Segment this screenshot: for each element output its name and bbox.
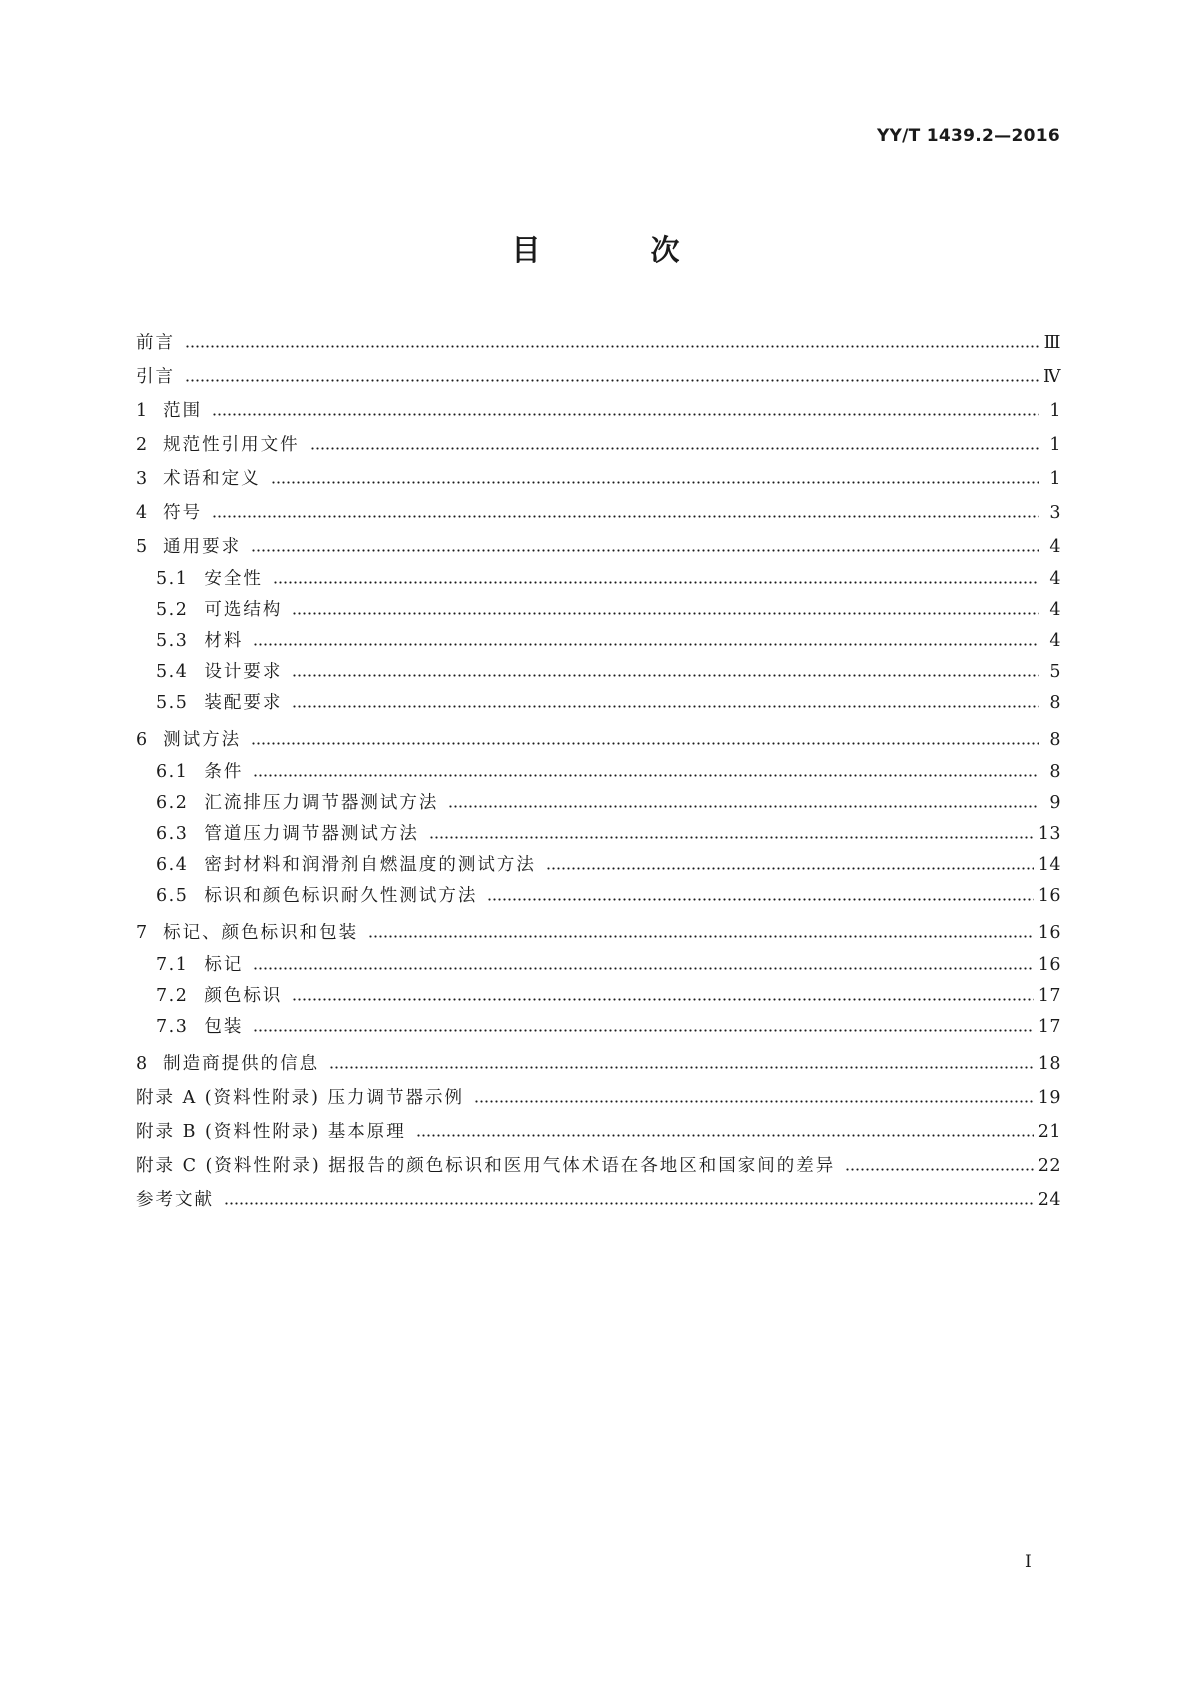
toc-entry[interactable] [136, 981, 1061, 1012]
toc-entry-page: 8 [1049, 762, 1061, 782]
toc-entry-page: 16 [1037, 955, 1061, 975]
toc-entry[interactable] [136, 564, 1061, 595]
dot-leader [185, 345, 1039, 348]
dot-leader [292, 705, 1039, 708]
toc-entry-page: 21 [1037, 1122, 1061, 1142]
toc-entry-number: 3 [136, 469, 150, 489]
toc-entry-number: 5 [136, 537, 150, 557]
dot-leader [212, 413, 1039, 416]
toc-entry-page: 19 [1037, 1088, 1061, 1108]
dot-leader [546, 867, 1034, 870]
toc-entry[interactable] [136, 1047, 1061, 1081]
toc-entry-title: 标识和颜色标识耐久性测试方法 [204, 886, 478, 906]
toc-entry-number: 6.5 [156, 886, 189, 906]
toc-entry-title: 管道压力调节器测试方法 [204, 824, 419, 844]
dot-leader [253, 967, 1033, 970]
dot-leader [292, 612, 1039, 615]
toc-entry-title: 标记 [204, 955, 244, 975]
dot-leader [474, 1100, 1034, 1103]
dot-leader [448, 805, 1039, 808]
toc-entry[interactable] [136, 1149, 1061, 1183]
toc-entry-number: 7.3 [156, 1017, 189, 1037]
dot-leader [251, 742, 1039, 745]
page-number: I [1025, 1552, 1032, 1572]
dot-leader [212, 515, 1039, 518]
toc-entry[interactable] [136, 916, 1061, 950]
toc-entry-number: 6.1 [156, 762, 189, 782]
toc-entry[interactable] [136, 595, 1061, 626]
toc-entry[interactable] [136, 657, 1061, 688]
toc-entry-number: 8 [136, 1054, 150, 1074]
toc-entry[interactable] [136, 688, 1061, 719]
toc-entry[interactable] [136, 360, 1061, 394]
dot-leader [368, 935, 1034, 938]
toc-entry-number: 5.2 [156, 600, 189, 620]
toc-entry-page: Ⅳ [1043, 367, 1061, 387]
dot-leader [845, 1168, 1033, 1171]
toc-entry-page: 16 [1037, 886, 1061, 906]
toc-entry-title: 设计要求 [204, 662, 283, 682]
toc-entry-title: 颜色标识 [204, 986, 283, 1006]
toc-entry-page: 8 [1049, 693, 1061, 713]
toc-entry-page: 8 [1049, 730, 1061, 750]
toc-entry-number: 7.1 [156, 955, 189, 975]
toc-entry-page: 4 [1049, 537, 1061, 557]
toc-entry-title: 附录 B (资料性附录) 基本原理 [136, 1122, 406, 1142]
toc-entry-title: 安全性 [204, 569, 263, 589]
dot-leader [292, 674, 1039, 677]
toc-entry-number: 2 [136, 435, 150, 455]
toc-entry[interactable] [136, 530, 1061, 564]
toc-entry-number: 5.4 [156, 662, 189, 682]
toc-entry-title: 附录 A (资料性附录) 压力调节器示例 [136, 1088, 464, 1108]
toc-entry[interactable] [136, 819, 1061, 850]
toc-title: 目 次 [511, 233, 730, 267]
toc-entry[interactable] [136, 1115, 1061, 1149]
toc-entry[interactable] [136, 394, 1061, 428]
toc-entry[interactable] [136, 496, 1061, 530]
toc-entry-title: 标记、颜色标识和包装 [163, 923, 359, 943]
standard-code: YY/T 1439.2—2016 [876, 126, 1060, 146]
toc-entry-page: 4 [1049, 600, 1061, 620]
dot-leader [185, 379, 1039, 382]
toc-entry[interactable] [136, 788, 1061, 819]
toc-entry-page: 4 [1049, 569, 1061, 589]
toc-entry-title: 装配要求 [204, 693, 283, 713]
dot-leader [487, 898, 1033, 901]
dot-leader [273, 581, 1039, 584]
toc-entry-page: 5 [1049, 662, 1061, 682]
toc-entry[interactable] [136, 1183, 1061, 1217]
toc-entry-page: 16 [1037, 923, 1061, 943]
toc-entry-number: 5.3 [156, 631, 189, 651]
toc-entry-title: 包装 [204, 1017, 244, 1037]
toc-entry-number: 5.5 [156, 693, 189, 713]
toc-entry-page: 14 [1037, 855, 1061, 875]
toc-entry[interactable] [136, 428, 1061, 462]
toc-entry-page: 4 [1049, 631, 1061, 651]
toc-entry-title: 范围 [163, 401, 203, 421]
toc-entry-page: 17 [1037, 986, 1061, 1006]
toc-entry-number: 7.2 [156, 986, 189, 1006]
toc-entry-title: 引言 [136, 367, 175, 387]
toc-entry-title: 符号 [163, 503, 203, 523]
toc-entry[interactable] [136, 881, 1061, 912]
dot-leader [224, 1202, 1034, 1205]
toc-entry-title: 术语和定义 [163, 469, 261, 489]
toc-entry-title: 材料 [204, 631, 244, 651]
toc-entry-number: 1 [136, 401, 150, 421]
toc-entry-title: 汇流排压力调节器测试方法 [204, 793, 439, 813]
toc-entry-page: 17 [1037, 1017, 1061, 1037]
toc-entry[interactable] [136, 950, 1061, 981]
table-of-contents [136, 326, 1061, 1217]
toc-entry[interactable] [136, 850, 1061, 881]
dot-leader [292, 998, 1033, 1001]
dot-leader [253, 774, 1039, 777]
toc-entry-page: 1 [1049, 469, 1061, 489]
toc-entry-title: 前言 [136, 333, 175, 353]
toc-entry[interactable] [136, 1081, 1061, 1115]
toc-entry-title: 通用要求 [163, 537, 242, 557]
toc-entry-title: 密封材料和润滑剂自燃温度的测试方法 [204, 855, 536, 875]
toc-entry-title: 测试方法 [163, 730, 242, 750]
dot-leader [253, 643, 1039, 646]
toc-entry-title: 可选结构 [204, 600, 283, 620]
toc-entry-number: 6.2 [156, 793, 189, 813]
toc-entry-title: 条件 [204, 762, 244, 782]
toc-entry-page: 24 [1037, 1190, 1061, 1210]
toc-entry-number: 4 [136, 503, 150, 523]
toc-entry-number: 6.4 [156, 855, 189, 875]
dot-leader [251, 549, 1039, 552]
toc-entry-title: 规范性引用文件 [163, 435, 300, 455]
toc-entry[interactable] [136, 757, 1061, 788]
toc-entry-page: 22 [1037, 1156, 1061, 1176]
toc-entry[interactable] [136, 626, 1061, 657]
toc-entry-number: 7 [136, 923, 150, 943]
toc-entry-page: 1 [1049, 435, 1061, 455]
toc-entry[interactable] [136, 326, 1061, 360]
toc-entry-number: 6.3 [156, 824, 189, 844]
toc-entry-title: 参考文献 [136, 1190, 214, 1210]
toc-entry-title: 制造商提供的信息 [163, 1054, 320, 1074]
toc-entry[interactable] [136, 723, 1061, 757]
toc-entry-number: 6 [136, 730, 150, 750]
toc-entry[interactable] [136, 462, 1061, 496]
dot-leader [416, 1134, 1034, 1137]
toc-entry[interactable] [136, 1012, 1061, 1043]
toc-entry-title: 附录 C (资料性附录) 据报告的颜色标识和医用气体术语在各地区和国家间的差异 [136, 1156, 836, 1176]
toc-entry-page: 13 [1037, 824, 1061, 844]
dot-leader [429, 836, 1034, 839]
dot-leader [329, 1066, 1034, 1069]
toc-entry-number: 5.1 [156, 569, 189, 589]
toc-entry-page: 3 [1049, 503, 1061, 523]
toc-entry-page: 18 [1037, 1054, 1061, 1074]
dot-leader [253, 1029, 1033, 1032]
toc-entry-page: 1 [1049, 401, 1061, 421]
toc-entry-page: 9 [1049, 793, 1061, 813]
dot-leader [310, 447, 1039, 450]
toc-entry-page: Ⅲ [1043, 333, 1061, 353]
dot-leader [271, 481, 1039, 484]
